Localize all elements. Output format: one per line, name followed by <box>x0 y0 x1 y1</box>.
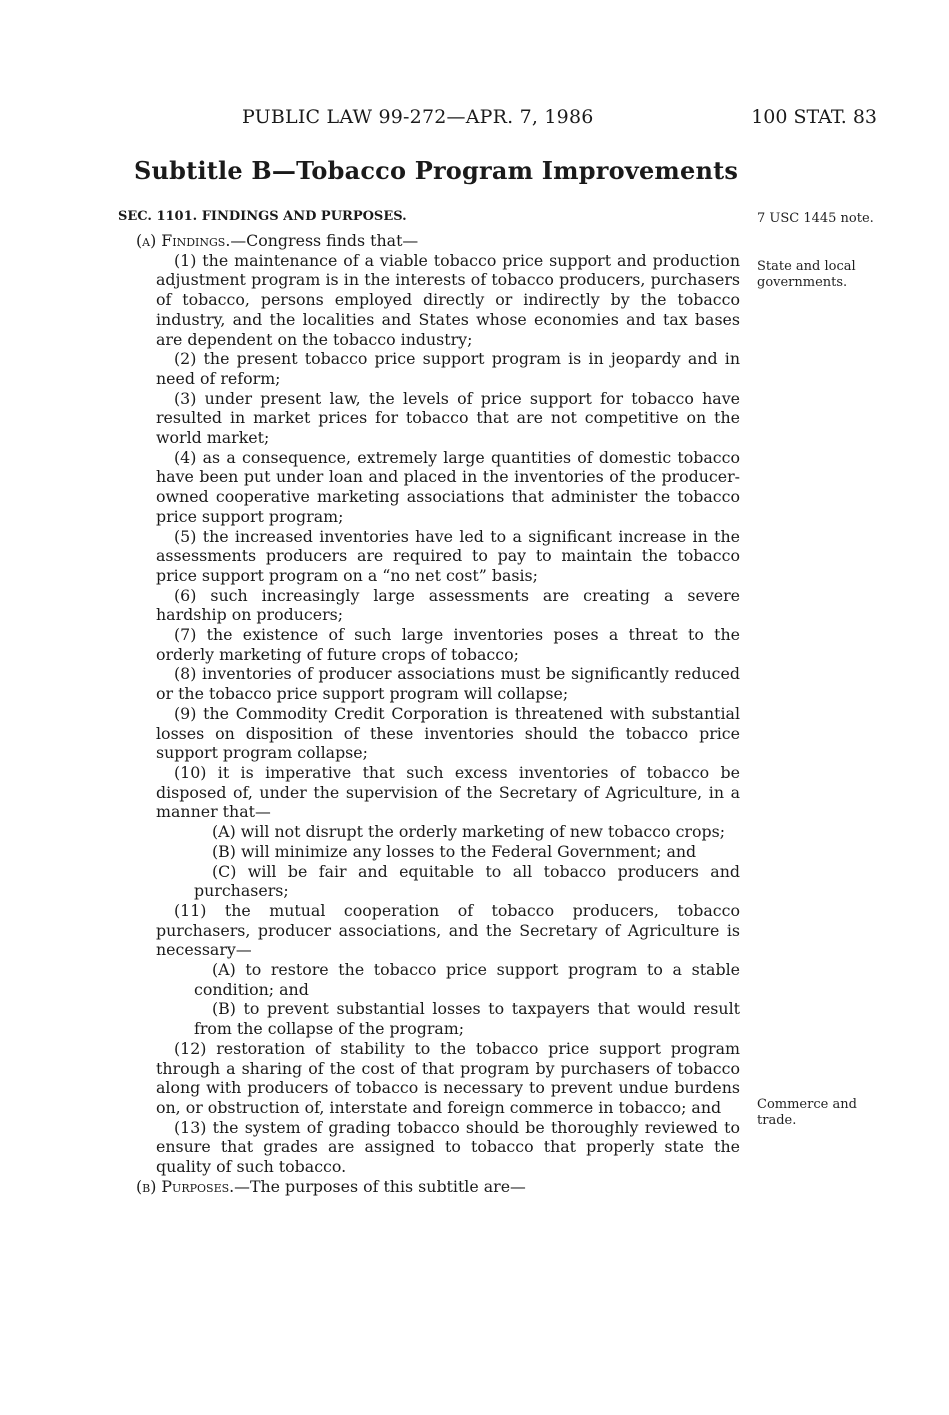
finding-item-2: (2) the present tobacco price support program is in jeopardy and in need of reform; <box>156 349 740 388</box>
purposes-intro: —The purposes of this subtitle are— <box>234 1176 526 1196</box>
finding-item-11-b: (B) to prevent substantial losses to taxpayers that would result from the collapse of the program; <box>194 999 740 1039</box>
section-body <box>118 231 740 1196</box>
margin-note-commerce: Commerce and trade. <box>757 1097 857 1128</box>
finding-item-3: (3) under present law, the levels of price support for tobacco have resulted in market prices for tobacco that are not competitive on the world market; <box>156 388 740 448</box>
finding-item-10: (10) it is imperative that such excess inventories of tobacco be disposed of, under the supervision of the Secretary of Agriculture, in a manner that— <box>156 762 740 822</box>
purposes-paragraph <box>118 1177 740 1197</box>
margin-note-state-local: State and local governments. <box>757 259 856 290</box>
finding-item-6: (6) such increasingly large assessments are creating a severe hardship on producers; <box>156 585 740 625</box>
margin-note-usc: 7 USC 1445 note. <box>757 211 874 226</box>
finding-item-8: (8) inventories of producer associations must be significantly reduced or the tobacco price support program will collapse; <box>156 664 740 704</box>
finding-item-12: (12) restoration of stability to the tobacco price support program through a sharing of the cost of that program by purchasers of tobacco along with producers of tobacco is necessary to prevent undue burdens on, or obstruction of, interstate and foreign commerce in tobacco; and <box>156 1038 740 1117</box>
finding-item-11-a: (A) to restore the tobacco price support program to a stable condition; and <box>194 960 740 999</box>
subtitle-heading: Subtitle B—Tobacco Program Improvements <box>134 156 739 185</box>
findings-intro: —Congress finds that— <box>230 231 419 250</box>
finding-item-4: (4) as a consequence, extremely large quantities of domestic tobacco have been put under loan and placed in the inventories of the producer-owned cooperative marketing associations that administer the tobacco price support program; <box>156 447 740 526</box>
statute-page-number: 100 STAT. 83 <box>751 106 877 128</box>
findings-paragraph <box>118 231 740 251</box>
finding-item-10-c: (C) will be fair and equitable to all tobacco producers and purchasers; <box>194 861 740 901</box>
finding-item-13: (13) the system of grading tobacco should be thoroughly reviewed to ensure that grades are assigned to tobacco that properly state the quality of such tobacco. <box>156 1117 740 1177</box>
finding-item-7: (7) the existence of such large inventories poses a threat to the orderly marketing of future crops of tobacco; <box>156 625 740 664</box>
findings-label: (a) Findings. <box>136 231 231 250</box>
finding-item-10-b: (B) will minimize any losses to the Federal Government; and <box>212 841 697 861</box>
finding-item-1: (1) the maintenance of a viable tobacco price support and production adjustment program is in the interests of tobacco producers, purchasers of tobacco, persons employed directly or indirectly by the tobacco industry, and the localities and States whose economies and tax bases are dependent on the tobacco industry; <box>156 250 740 349</box>
running-header-title: PUBLIC LAW 99-272—APR. 7, 1986 <box>242 106 594 128</box>
finding-item-9: (9) the Commodity Credit Corporation is threatened with substantial losses on disposition of these inventories should the tobacco price support program collapse; <box>156 703 740 763</box>
finding-item-5: (5) the increased inventories have led to a significant increase in the assessments producers are required to pay to maintain the tobacco price support program on a “no net cost” basis; <box>156 526 740 585</box>
finding-item-10-a: (A) will not disrupt the orderly marketing of new tobacco crops; <box>212 822 726 842</box>
section-heading: SEC. 1101. FINDINGS AND PURPOSES. <box>118 209 407 224</box>
finding-item-11: (11) the mutual cooperation of tobacco producers, tobacco purchasers, producer associations, and the Secretary of Agriculture is necessary— <box>156 900 740 960</box>
purposes-label: (b) Purposes. <box>136 1176 235 1196</box>
